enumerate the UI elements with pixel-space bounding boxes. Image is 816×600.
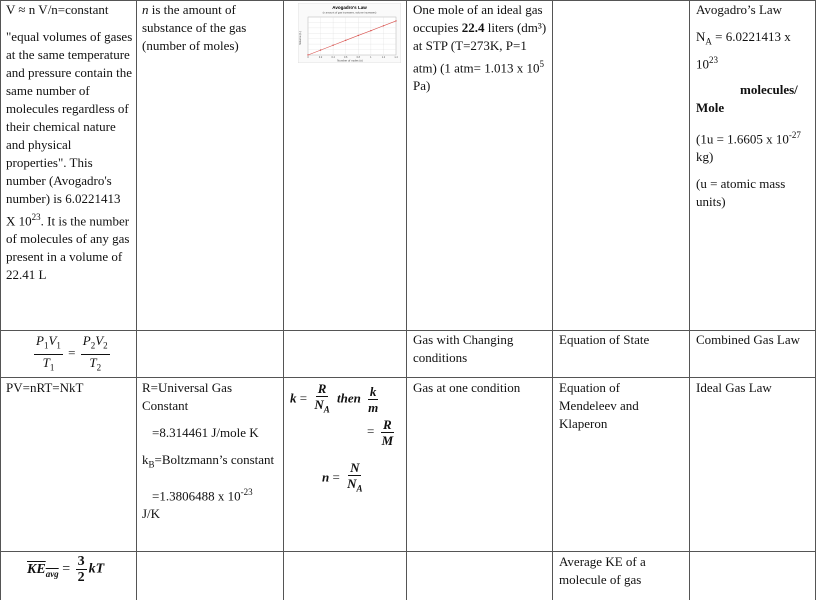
column-divider bbox=[406, 0, 407, 600]
molar-volume-text: One mole of an ideal gas occupies 22.4 liters (dm³) at STP (T=273K, P=1 atm) (1 atm= 1.013 x $10^5$ Pa) bbox=[413, 2, 547, 94]
moles-formula: n = $\frac{N}{N_A}$ bbox=[322, 460, 363, 494]
boltzmann-label: $k_B=Boltzmann’s$ constant bbox=[142, 452, 275, 470]
constant-unit-line1: molecules/ bbox=[740, 81, 798, 97]
table-border bbox=[0, 0, 1, 600]
x-tick-label: 1.2 bbox=[381, 56, 386, 59]
constant-unit-line2: Mole bbox=[696, 99, 725, 115]
x-tick-label: 0.8 bbox=[356, 56, 360, 59]
row-divider bbox=[0, 551, 816, 552]
gas-constant-label: R=Universal Gas Constant bbox=[142, 380, 233, 413]
x-tick-label: 0.2 bbox=[318, 56, 323, 59]
chart-svg bbox=[298, 3, 401, 63]
chart-title: Avogadro's Law bbox=[332, 5, 367, 10]
chart-ylabel: Volume (L) bbox=[298, 31, 302, 45]
column-divider bbox=[136, 0, 137, 600]
row3-col5-cell: Equation of Mendeleev and Klaperon bbox=[559, 380, 639, 431]
column-divider bbox=[552, 0, 553, 600]
avogadro-constant: $N_A = 6.0221413$ x $10^{23}$ bbox=[696, 29, 791, 71]
fraction-right: $\frac{P_2V_2}{T_2}$ bbox=[82, 333, 108, 373]
chart-xlabel: Number of moles (n) bbox=[337, 58, 363, 63]
row1-col4-cell bbox=[413, 1, 551, 104]
ideal-gas-equation: PV=nRT=NkT bbox=[6, 380, 84, 395]
data-point bbox=[358, 35, 359, 36]
fraction-left: $\frac{P_1V_1}{T_1}$ bbox=[36, 333, 61, 373]
data-point bbox=[370, 30, 371, 31]
column-divider bbox=[283, 0, 284, 600]
data-point bbox=[383, 25, 384, 26]
moles-definition: n is the amount of substance of the gas (number of moles) bbox=[142, 2, 247, 53]
amu-definition: (u = atomic mass units) bbox=[696, 176, 786, 210]
row-divider bbox=[0, 377, 816, 378]
data-point bbox=[332, 45, 333, 46]
row4-col5-cell: Average KE of a molecule of gas bbox=[559, 554, 646, 587]
boltzmann-formula-continued: = $\frac{R}{M}$ bbox=[367, 417, 394, 448]
row2-col4-cell: Gas with Changing conditions bbox=[413, 332, 514, 365]
x-tick-label: 1.4 bbox=[394, 56, 398, 59]
avogadro-quote: "equal volumes of gases at the same temperature and pressure contain the same number of molecules regardless of their chemical nature and physical properties". This number (Avogadro's number) is 6.0221413 X $10^{23}$. It is the number of molecules of any gas present in a volume of 22.41 L bbox=[6, 29, 133, 283]
x-tick-label: 0.6 bbox=[344, 56, 348, 59]
row3-col6-cell: Ideal Gas Law bbox=[696, 380, 772, 395]
ke-avg-symbol: $KE_{avg}$ bbox=[27, 561, 59, 579]
law-name: Avogadro’s Law bbox=[696, 2, 783, 17]
combined-gas-law-formula: $\frac{P_1V_1}{T_1}$ = $\frac{P_2V_2}{T_2}$ bbox=[32, 333, 132, 375]
chart-grid bbox=[307, 17, 398, 59]
proportionality-text: V ≈ n V/n=constant bbox=[6, 2, 109, 17]
boltzmann-unit: J/K bbox=[142, 505, 161, 521]
data-point bbox=[395, 20, 396, 21]
x-tick-label: 1 bbox=[370, 56, 372, 59]
row-divider bbox=[0, 330, 816, 331]
row1-col2-cell bbox=[142, 1, 280, 64]
data-point bbox=[307, 54, 308, 55]
row2-col6-cell: Combined Gas Law bbox=[696, 332, 800, 347]
plot-area bbox=[308, 17, 396, 55]
row1-col1-cell bbox=[6, 1, 133, 293]
gas-constant-value: =8.314461 J/mole K bbox=[152, 425, 259, 440]
average-ke-formula: $KE_{avg}$ = $\frac{3}{2}$ kT bbox=[27, 554, 105, 585]
avogadro-chart bbox=[298, 3, 401, 63]
atomic-mass-unit: (1u = 1.6605 x $10^{-27}$ kg) bbox=[696, 129, 801, 165]
column-divider bbox=[689, 0, 690, 600]
chart-subtitle: (n amount of gas increases, volume increases) bbox=[322, 11, 377, 15]
x-tick-label: 0 bbox=[307, 56, 309, 59]
boltzmann-formula: k = $\frac{R}{N_A}$ then $\frac{k}{m}$ bbox=[290, 381, 379, 415]
row3-col4-cell: Gas at one condition bbox=[413, 380, 521, 395]
row3-col2-cell bbox=[142, 379, 280, 532]
row1-col6-cell bbox=[696, 1, 812, 220]
row2-col5-cell: Equation of State bbox=[559, 332, 650, 347]
boltzmann-value: =1.3806488 x $10^{-23}$ bbox=[152, 486, 253, 503]
data-point bbox=[320, 49, 321, 50]
data-point bbox=[345, 40, 346, 41]
x-tick-label: 0.4 bbox=[331, 56, 335, 59]
